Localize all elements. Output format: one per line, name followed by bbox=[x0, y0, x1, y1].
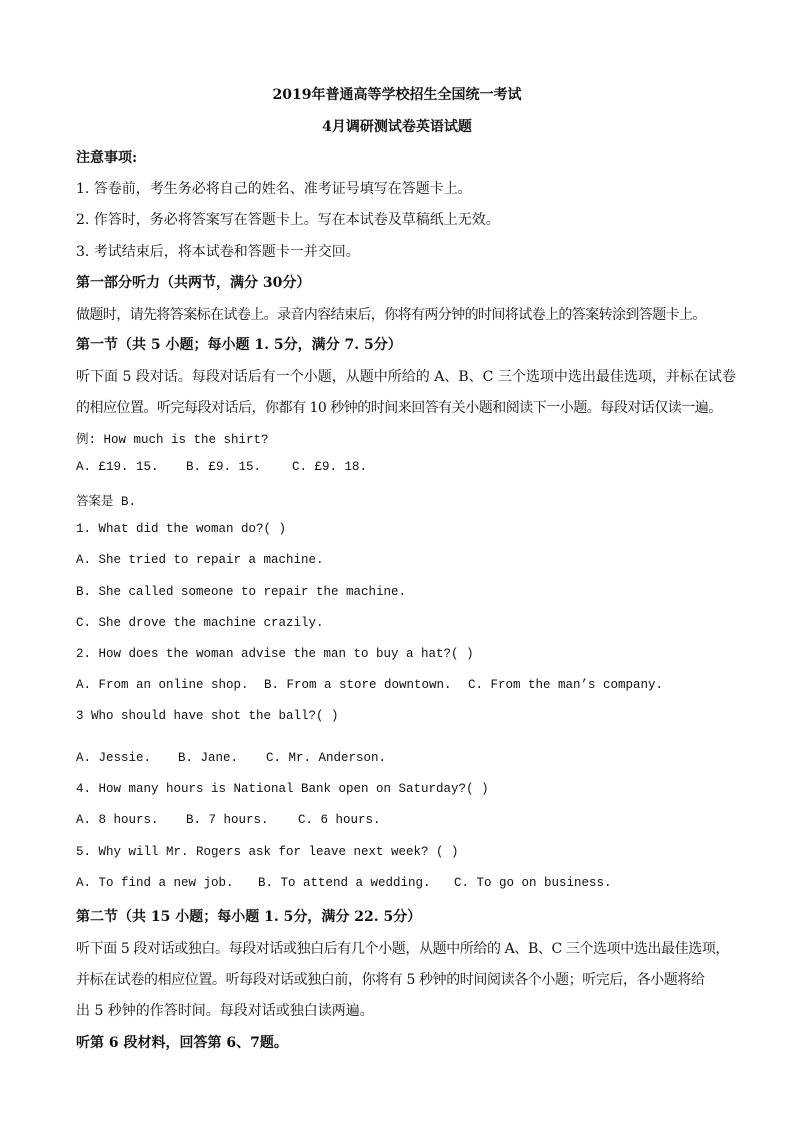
section2-instruction: 听下面 5 段对话或独白。每段对话或独白后有几个小题，从题中所给的 A、B、C 三个选项中选出最佳选项， bbox=[76, 941, 730, 957]
option: A. Jessie. bbox=[76, 751, 152, 765]
option: B. From a store downtown. bbox=[264, 678, 452, 692]
question-3-options bbox=[76, 751, 736, 765]
option: A. To find a new job. bbox=[76, 876, 234, 890]
section1-instruction: 的相应位置。听完每段对话后，你都有 10 秒钟的时间来回答有关小题和阅读下一小题。每段对话仅读一遍。 bbox=[76, 400, 722, 416]
notice-item: 2. 作答时，务必将答案写在答题卡上。写在本试卷及草稿纸上无效。 bbox=[76, 212, 500, 228]
section1-heading: 第一节（共 5 小题；每小题 1. 5分，满分 7. 5分） bbox=[76, 337, 402, 353]
option: C. She drove the machine crazily. bbox=[76, 616, 324, 630]
option: B. She called someone to repair the machine. bbox=[76, 585, 407, 599]
option: C. From the man’s company. bbox=[468, 678, 664, 692]
example-options bbox=[76, 460, 736, 474]
option: A. From an online shop. bbox=[76, 678, 249, 692]
example-question: 例: How much is the shirt? bbox=[76, 433, 269, 447]
question-5-options bbox=[76, 876, 736, 890]
exam-title: 2019年普通高等学校招生全国统一考试 bbox=[272, 87, 522, 103]
section2-instruction: 出 5 秒钟的作答时间。每段对话或独白读两遍。 bbox=[76, 1003, 374, 1019]
part1-heading: 第一部分听力（共两节，满分 30分） bbox=[76, 275, 311, 291]
option: B. To attend a wedding. bbox=[258, 876, 431, 890]
option: A. £19. 15. bbox=[76, 460, 159, 474]
option: B. 7 hours. bbox=[186, 813, 269, 827]
question-2-options bbox=[76, 678, 736, 692]
question-1: 1. What did the woman do?( ) bbox=[76, 522, 287, 536]
option: C. To go on business. bbox=[454, 876, 612, 890]
question-4: 4. How many hours is National Bank open on Saturday?( ) bbox=[76, 782, 489, 796]
section1-instruction: 听下面 5 段对话。每段对话后有一个小题，从题中所给的 A、B、C 三个选项中选出最佳选项，并标在试卷 bbox=[76, 369, 736, 385]
section2-material: 听第 6 段材料，回答第 6、7题。 bbox=[76, 1035, 288, 1051]
question-3: 3 Who should have shot the ball?( ) bbox=[76, 709, 339, 723]
option: B. Jane. bbox=[178, 751, 239, 765]
section2-instruction: 并标在试卷的相应位置。听每段对话或独白前，你将有 5 秒钟的时间阅读各个小题；听完后，各小题将给 bbox=[76, 972, 705, 988]
exam-subtitle: 4月调研测试卷英语试题 bbox=[322, 119, 472, 135]
notice-item: 1. 答卷前，考生务必将自己的姓名、准考证号填写在答题卡上。 bbox=[76, 181, 472, 197]
question-2: 2. How does the woman advise the man to buy a hat?( ) bbox=[76, 647, 474, 661]
question-5: 5. Why will Mr. Rogers ask for leave next week? ( ) bbox=[76, 845, 459, 859]
option: C. Mr. Anderson. bbox=[266, 751, 387, 765]
option: A. She tried to repair a machine. bbox=[76, 553, 324, 567]
notice-item: 3. 考试结束后，将本试卷和答题卡一并交回。 bbox=[76, 244, 360, 260]
option: A. 8 hours. bbox=[76, 813, 159, 827]
option: B. £9. 15. bbox=[186, 460, 262, 474]
section2-heading: 第二节（共 15 小题；每小题 1. 5分，满分 22. 5分） bbox=[76, 909, 422, 925]
part1-instruction: 做题时，请先将答案标在试卷上。录音内容结束后，你将有两分钟的时间将试卷上的答案转涂到答题卡上。 bbox=[76, 307, 706, 323]
example-answer: 答案是 B. bbox=[76, 495, 137, 509]
option: C. £9. 18. bbox=[292, 460, 368, 474]
notice-heading: 注意事项: bbox=[76, 150, 138, 166]
question-4-options bbox=[76, 813, 736, 827]
option: C. 6 hours. bbox=[298, 813, 381, 827]
